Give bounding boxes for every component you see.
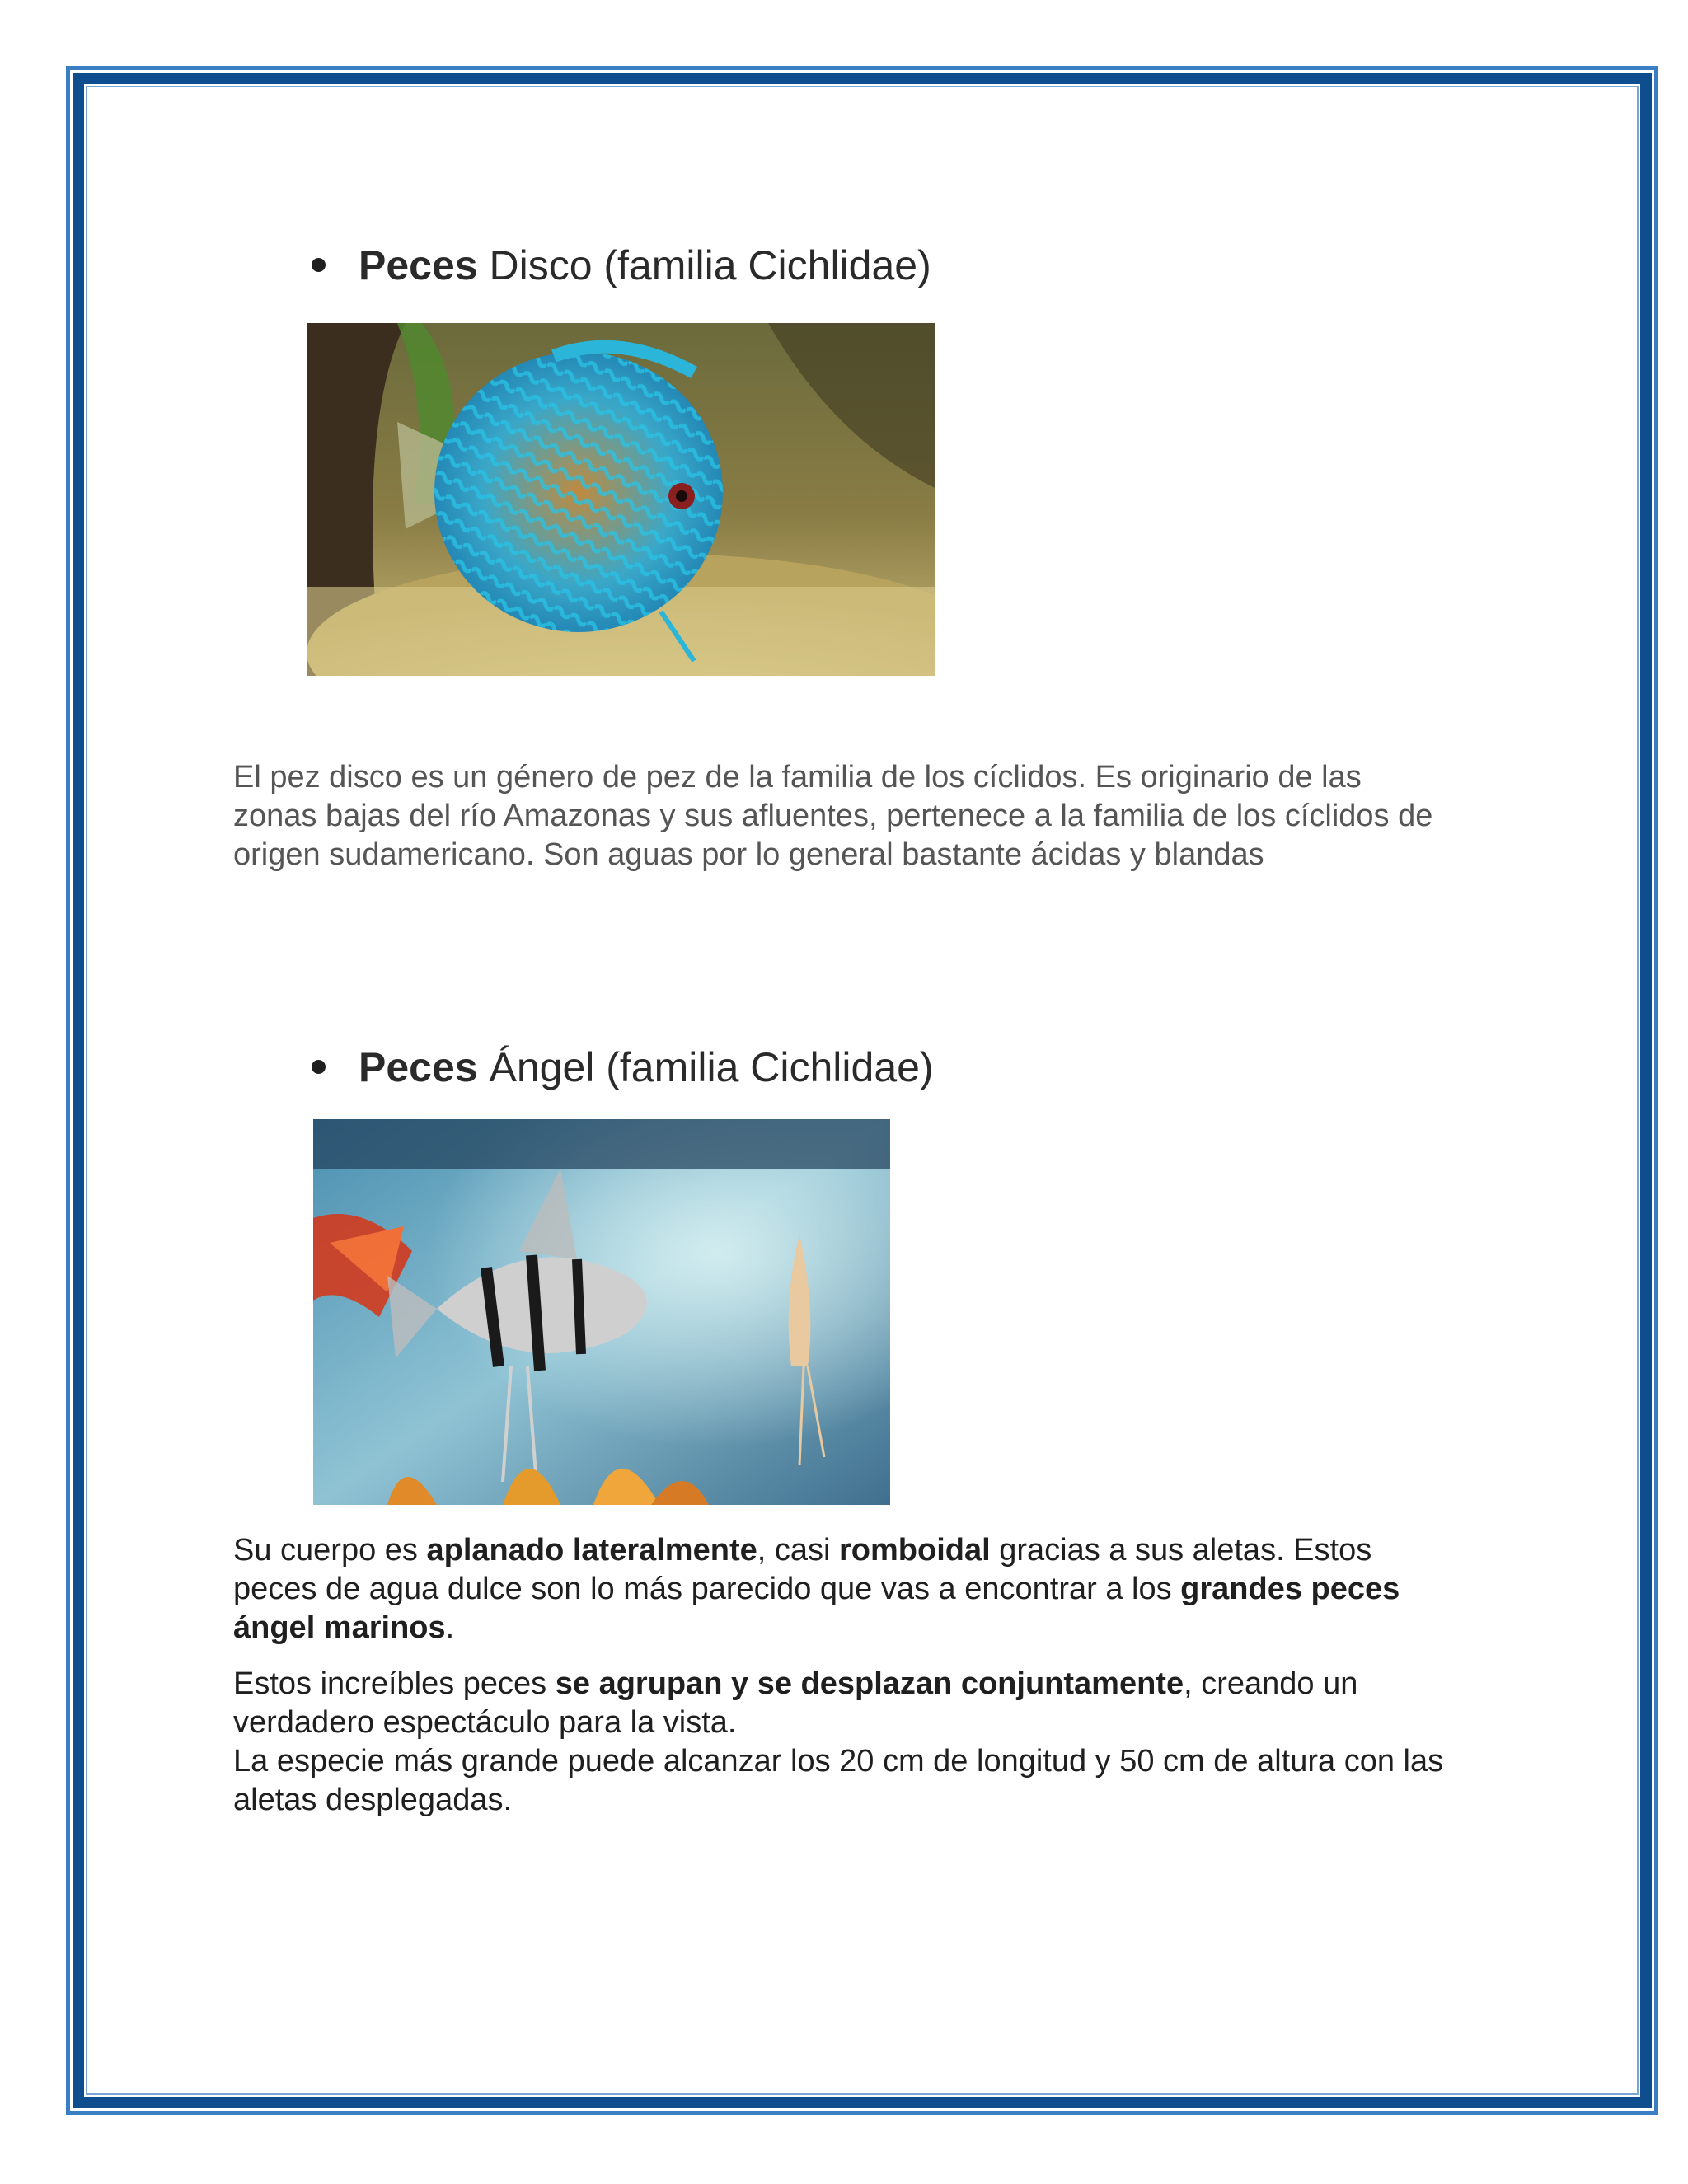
- section-heading-disco: [312, 241, 931, 290]
- heading-text: Ángel (familia Cichlidae): [477, 1044, 934, 1090]
- discus-fish-illustration: [307, 323, 935, 676]
- bullet-icon: [312, 1060, 326, 1074]
- angel-description-1: [233, 1531, 1453, 1647]
- bold-text: romboidal: [838, 1533, 991, 1568]
- text: La especie más grande puede alcanzar los 20 cm de longitud y 50 cm de altura con las aletas desplegadas.: [233, 1744, 1444, 1817]
- disco-description: El pez disco es un género de pez de la familia de los cíclidos. Es originario de las zonas bajas del río Amazonas y sus afluentes, pertenece a la familia de los cíclidos de origen sudamericano. Son aguas por lo general bastante ácidas y blandas: [233, 760, 1433, 872]
- bullet-icon: [312, 258, 326, 272]
- text: .: [445, 1610, 455, 1645]
- text: gracias a sus aletas. Estos peces de agua dulce son lo más parecido que vas a encontrar a los: [233, 1533, 1372, 1606]
- bold-text: aplanado lateralmente: [426, 1533, 757, 1568]
- angel-description-2: [233, 1665, 1453, 1820]
- text: Su cuerpo es: [233, 1533, 427, 1568]
- heading-bold: Peces: [359, 242, 478, 288]
- bold-text: grandes peces ángel marinos: [233, 1572, 1400, 1645]
- text: , creando un verdadero espectáculo para la vista.: [233, 1666, 1358, 1740]
- bold-text: se agrupan y se desplazan conjuntamente: [555, 1666, 1184, 1701]
- section-heading-angel: [312, 1043, 934, 1092]
- text: Estos increíbles peces: [233, 1666, 556, 1701]
- heading-text: Disco (familia Cichlidae): [477, 242, 931, 288]
- text: , casi: [757, 1533, 839, 1568]
- discus-fish-photo: [307, 323, 935, 676]
- heading-bold: Peces: [359, 1044, 478, 1090]
- angelfish-illustration: [313, 1119, 890, 1505]
- angelfish-photo: [313, 1119, 890, 1505]
